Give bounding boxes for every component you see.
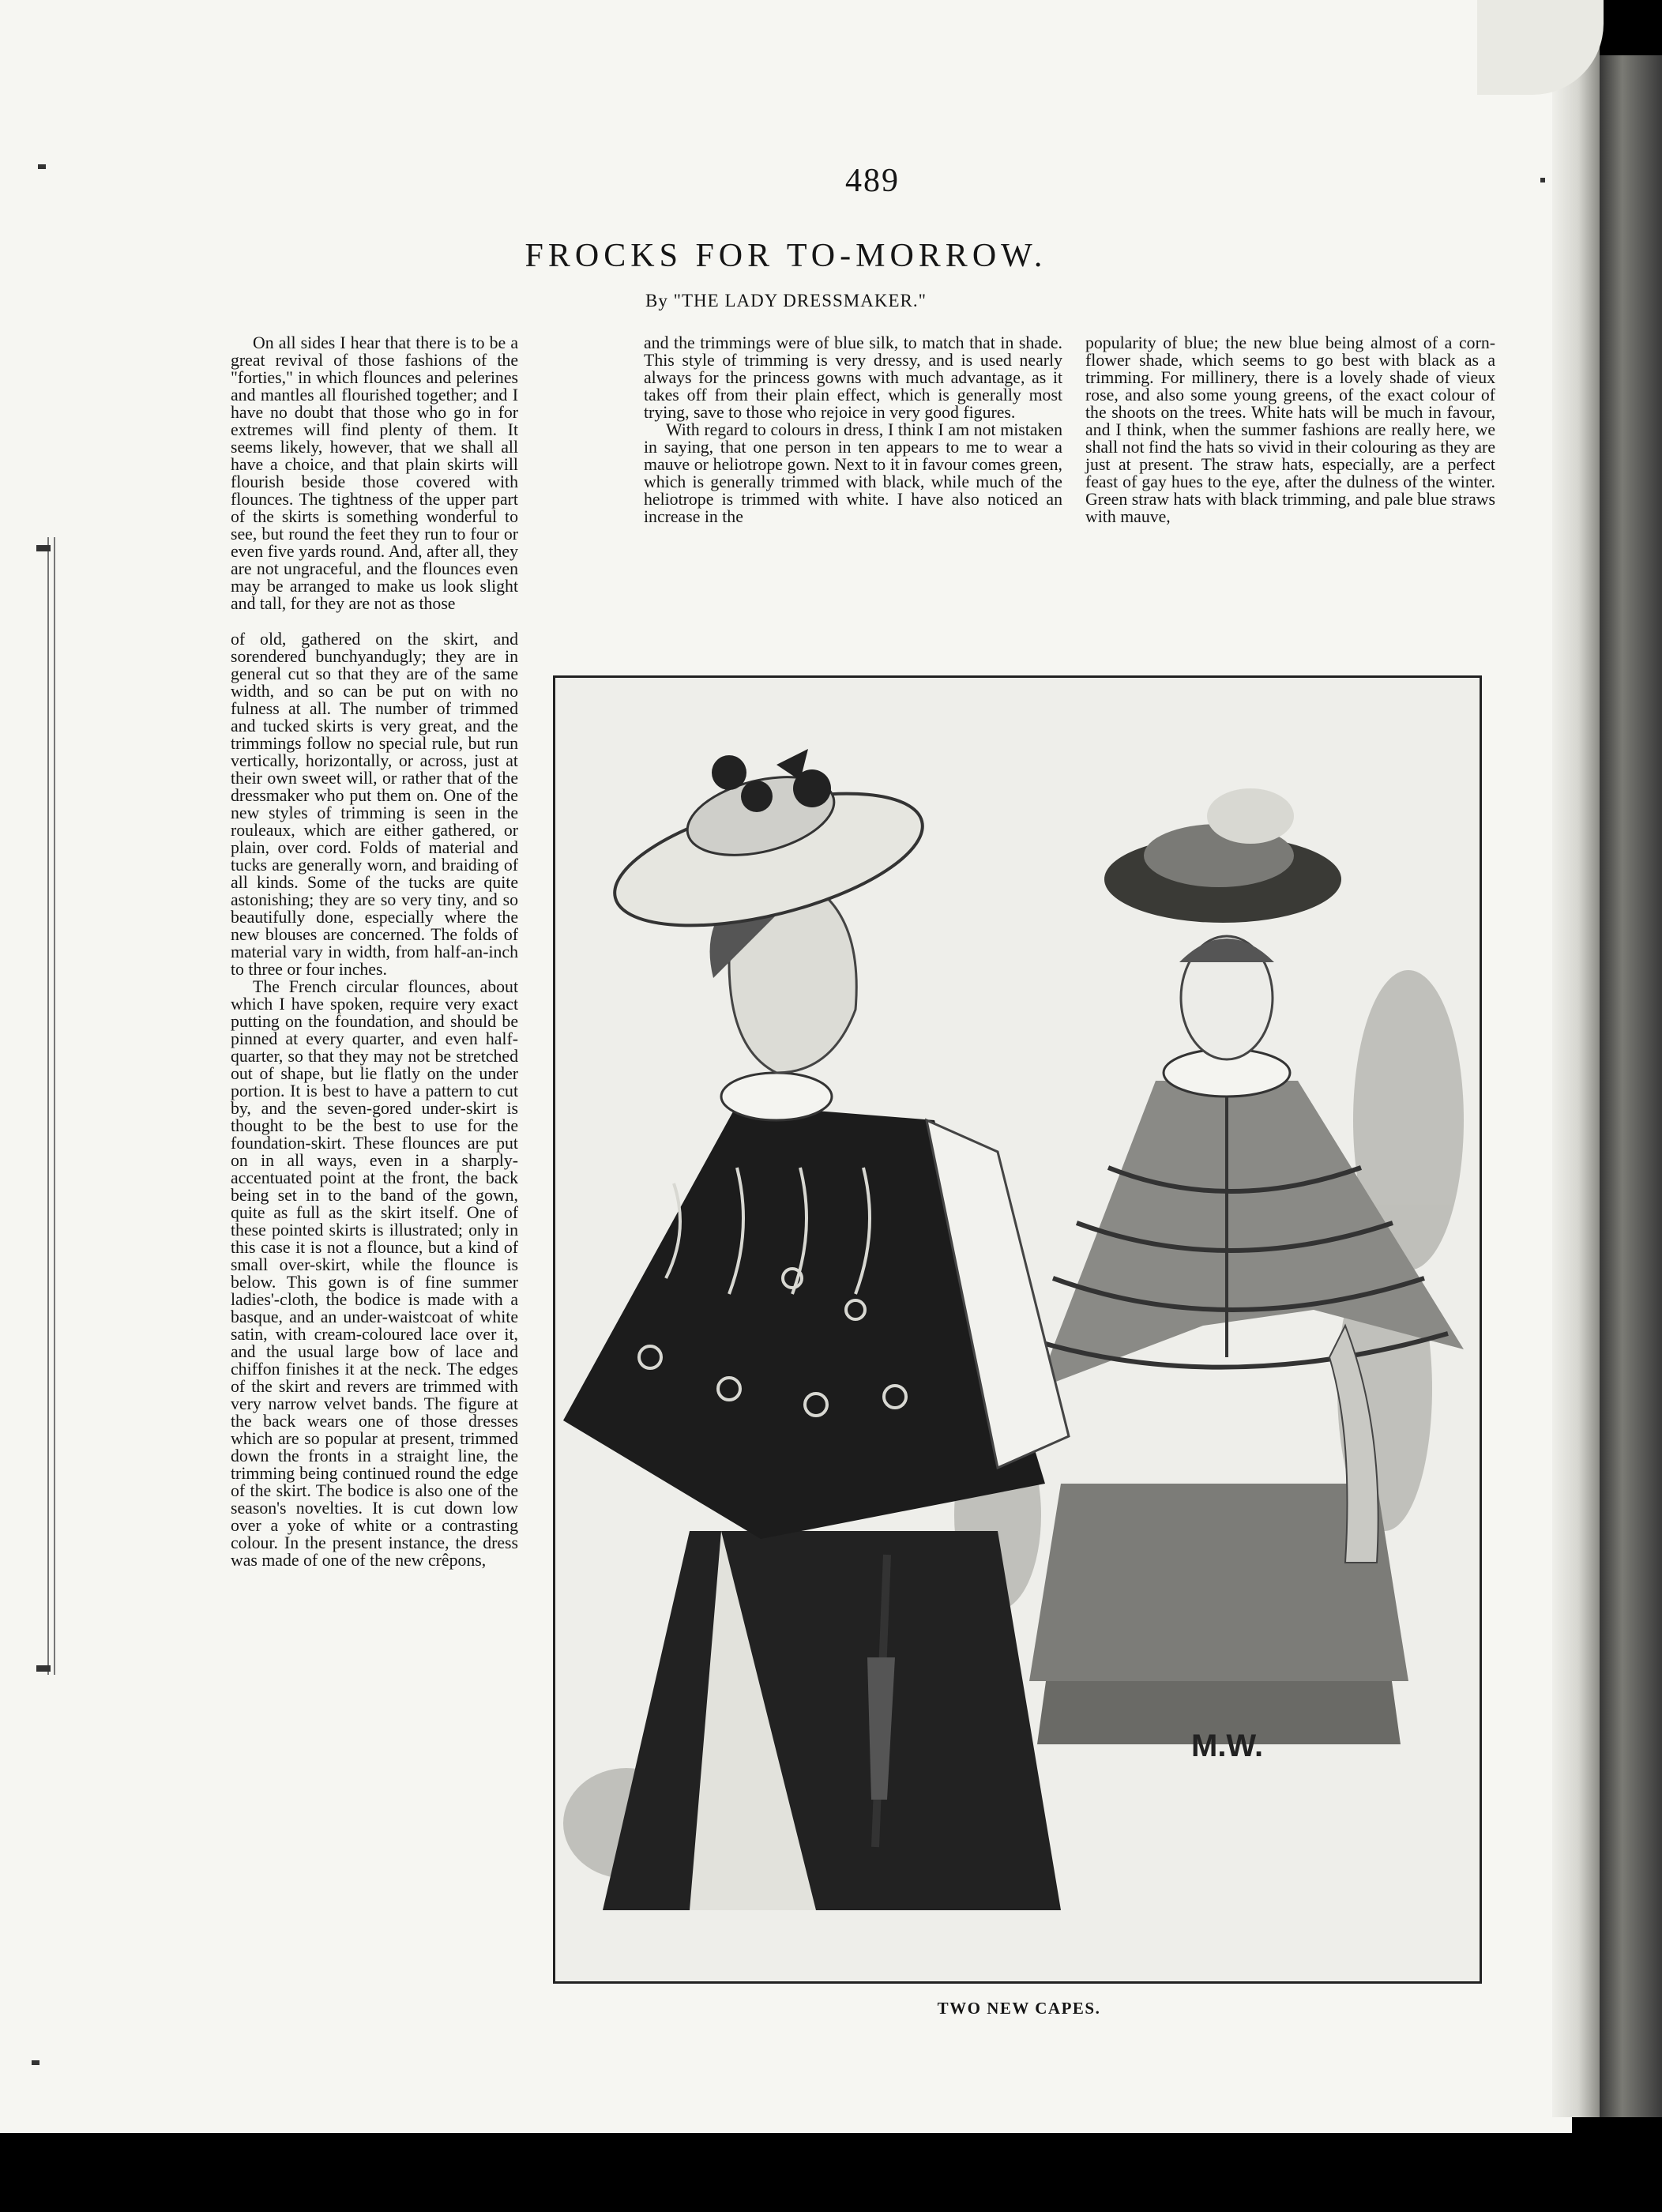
article-paragraph: With regard to colours in dress, I think I am not mistaken in saying, that one person in ten appears to me to wear a mauve or heliotrope gown. Next to it in favour comes green, which is generally trimmed with black, while much of the heliotrope is trimmed with white. I have also noticed an increase in the [644,420,1062,526]
article-byline: By "THE LADY DRESSMAKER." [645,291,927,310]
page-number: 489 [845,163,900,199]
binding-dot [36,545,51,551]
article-column-1-top [231,334,518,612]
binding-stitch-marks [47,537,55,1675]
binding-dot [36,1665,51,1672]
article-column-3 [1085,334,1495,525]
article-paragraph: of old, gathered on the skirt, and sorendered bunchyandugly; they are in general cut so that they are of the same width, and so can be put on with no fulness at all. The number of trimmed and tucked skirts is very great, and the trimmings follow no special rule, but run vertically, horizontally, or across, just at their own sweet will, or rather that of the dressmaker who put them on. One of the new styles of trimming is seen in the rouleaux, which are either gathered, or plain, over cord. Folds of material and tucks are generally worn, and braiding of all kinds. Some of the tucks are quite astonishing; they are so very tiny, and so beautifully done, especially where the new blouses are concerned. The folds of material vary in width, from half-an-inch to three or four inches. [231,630,518,979]
book-page-edges [1596,55,1662,2117]
artist-signature: M.W. [1191,1729,1264,1763]
margin-speck [32,2060,39,2065]
article-paragraph: The French circular flounces, about which I have spoken, require very exact putting on the foundation, and should be pinned at every quarter, and even half-quarter, so that they may not be stretched out of shape, but lie flatly on the under portion. It is best to have a pattern to cut by, and the seven-gored under-skirt is thought to be the best to use for the foundation-skirt. These flounces are put on in all ways, even in a sharply-accentuated point at the front, the back being set in to the band of the gown, quite as full as the skirt itself. One of these pointed skirts is illustrated; only in this case it is not a flounce, but a kind of small over-skirt, while the flounce is below. This gown is of fine summer ladies'-cloth, the bodice is made with a basque, and an under-waistcoat of white satin, with cream-coloured lace over it, and the usual large bow of lace and chiffon finishes it at the neck. The edges of the skirt and revers are trimmed with very narrow velvet bands. The figure at the back wears one of those dresses which are so popular at present, trimmed down the fronts in a straight line, the trimming being continued round the edge of the skirt. The bodice is also one of the season's novelties. It is cut down low over a yoke of white or a contrasting colour. In the present instance, the dress was made of one of the new crêpons, [231,977,518,1570]
article-paragraph: popularity of blue; the new blue being almost of a corn-flower shade, which seems to go best with black as a trimming. For millinery, there is a lovely shade of vieux rose, and also some young greens, of the exact colour of the shoots on the trees. White hats will be much in favour, and I think, when the summer fashions are really here, we shall not find the hats so vivid in their colouring as they are just at present. The straw hats, especially, are a perfect feast of gay hues to the eye, after the dulness of the winter. Green straw hats with black trimming, and pale blue straws with mauve, [1085,333,1495,526]
margin-speck [38,164,46,169]
article-column-2 [644,334,1062,525]
fashion-illustration [553,675,1482,1984]
article-paragraph: and the trimmings were of blue silk, to match that in shade. This style of trimming is very dressy, and is used nearly always for the princess gowns with much advantage, as it takes off from their plain effect, which is generally most trying, save to those who rejoice in very good figures. [644,333,1062,422]
article-title: FROCKS FOR TO-MORROW. [525,238,1047,274]
article-paragraph: On all sides I hear that there is to be a great revival of those fashions of the "forties," in which flounces and pelerines and mantles all flourished together; and I have no doubt that those who go in for extremes will find plenty of them. It seems likely, however, that we shall all have a choice, and that plain skirts will flourish beside those covered with flounces. The tightness of the upper part of the skirts is something wonderful to see, but round the feet they run to four or even five yards round. And, after all, they are not ungraceful, and the flounces even may be arranged to make us look slight and tall, for they are not as those [231,333,518,613]
two-capes-drawing [555,678,1480,1981]
margin-speck [1540,178,1545,182]
page-fold-shadow [1552,32,1600,2117]
illustration-caption: TWO NEW CAPES. [937,1999,1101,2018]
article-column-1-narrow [231,630,518,1569]
